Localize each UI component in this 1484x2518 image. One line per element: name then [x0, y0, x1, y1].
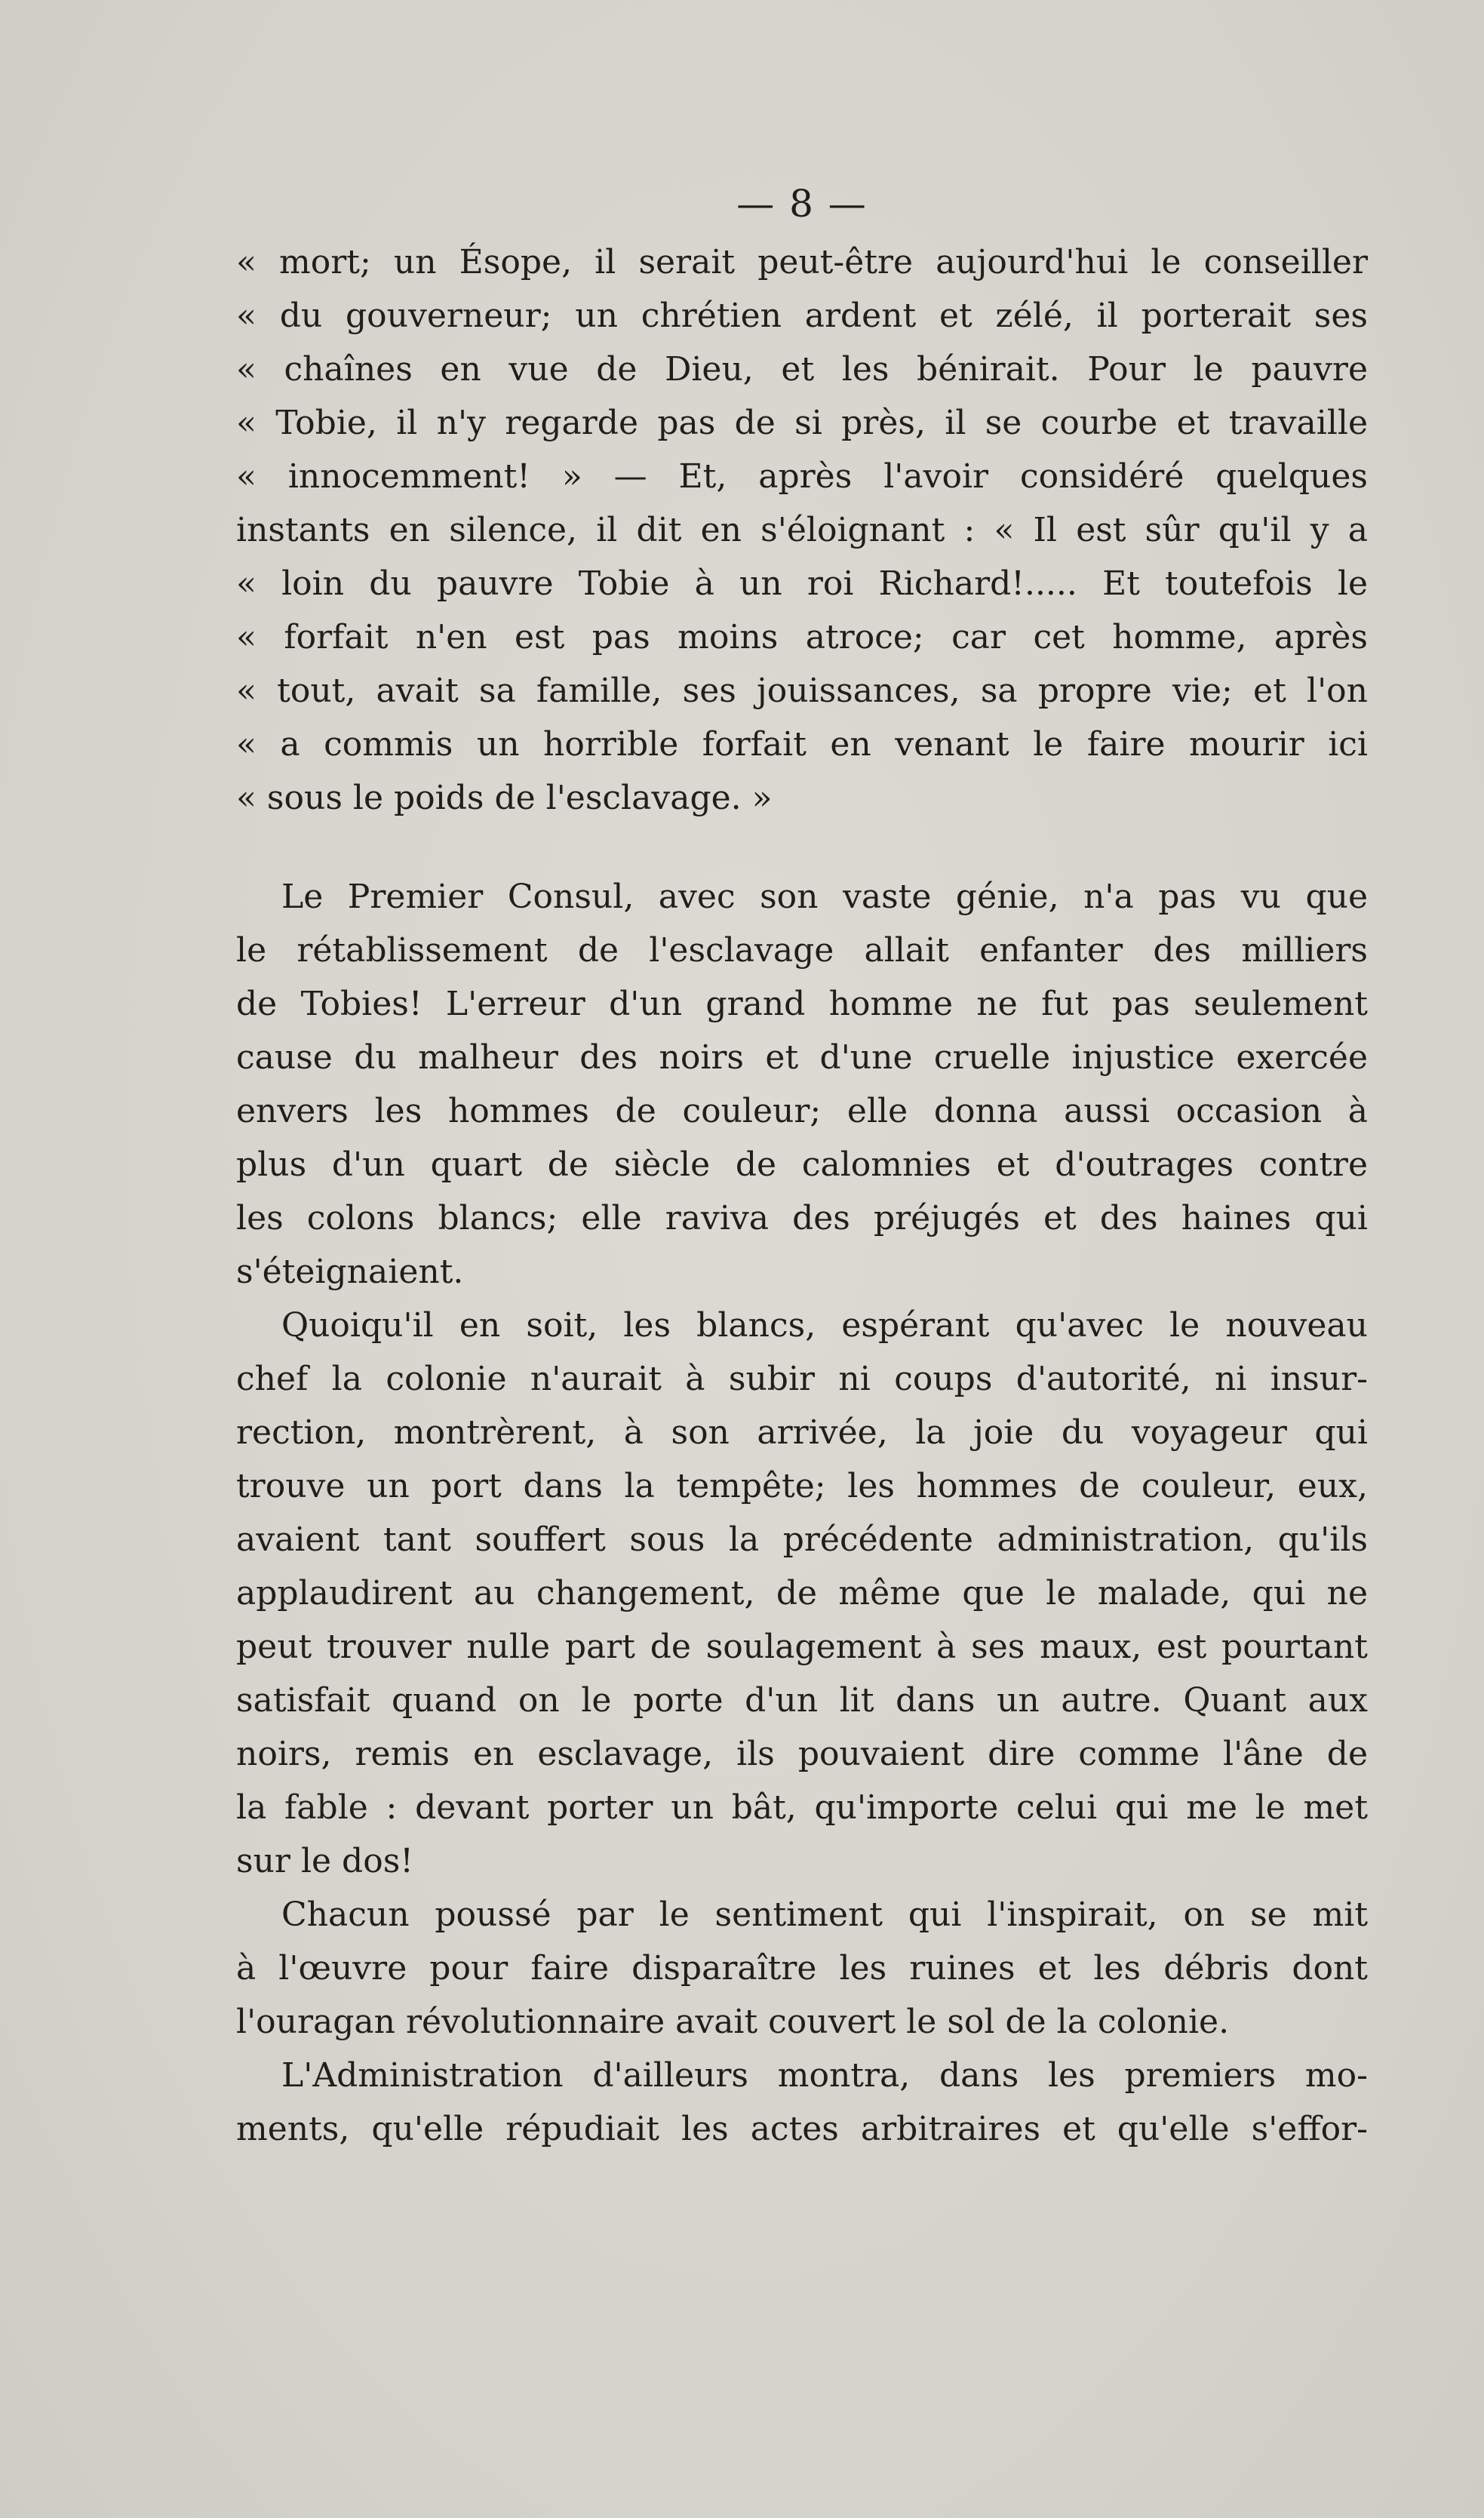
paragraph-premier-consul: [236, 870, 1368, 1299]
text-line: « Tobie, il n'y regarde pas de si près, il se courbe et travaille: [236, 404, 1368, 442]
text-line: rection, montrèrent, à son arrivée, la joie du voyageur qui: [236, 1413, 1368, 1452]
text-line: avaient tant souffert sous la précédente administration, qu'ils: [236, 1520, 1368, 1559]
page-number: — 8 —: [736, 182, 868, 226]
text-line: plus d'un quart de siècle de calomnies et d'outrages contre: [236, 1145, 1368, 1184]
text-line: Le Premier Consul, avec son vaste génie, n'a pas vu que: [281, 878, 1368, 916]
text-line: « chaînes en vue de Dieu, et les bénirait. Pour le pauvre: [236, 350, 1368, 389]
text-line: Chacun poussé par le sentiment qui l'inspirait, on se mit: [281, 1895, 1368, 1934]
text-line: peut trouver nulle part de soulagement à ses maux, est pourtant: [236, 1628, 1368, 1666]
paragraph-gap: [236, 825, 1368, 870]
text-line: « loin du pauvre Tobie à un roi Richard!..... Et toutefois le: [236, 564, 1368, 603]
paragraph-chacun-pousse: [236, 1888, 1368, 2049]
text-line: « forfait n'en est pas moins atroce; car cet homme, après: [236, 618, 1368, 656]
book-page: [236, 178, 1368, 2156]
text-line: « sous le poids de l'esclavage. »: [236, 779, 773, 817]
text-line: « tout, avait sa famille, ses jouissances, sa propre vie; et l'on: [236, 672, 1368, 710]
paragraph-administration: [236, 2049, 1368, 2156]
text-line: de Tobies! L'erreur d'un grand homme ne fut pas seulement: [236, 985, 1368, 1023]
text-line: applaudirent au changement, de même que le malade, qui ne: [236, 1574, 1368, 1613]
text-line: noirs, remis en esclavage, ils pouvaient dire comme l'âne de: [236, 1735, 1368, 1773]
text-line: l'ouragan révolutionnaire avait couvert le sol de la colonie.: [236, 2003, 1230, 2041]
text-line: « innocemment! » — Et, après l'avoir considéré quelques: [236, 457, 1368, 496]
text-line: Quoiqu'il en soit, les blancs, espérant qu'avec le nouveau: [281, 1306, 1368, 1345]
paragraph-quote-continuation: [236, 235, 1368, 825]
text-line: trouve un port dans la tempête; les hommes de couleur, eux,: [236, 1467, 1368, 1505]
text-line: instants en silence, il dit en s'éloignant : « Il est sûr qu'il y a: [236, 511, 1368, 549]
text-line: « a commis un horrible forfait en venant le faire mourir ici: [236, 725, 1368, 764]
text-line: « du gouverneur; un chrétien ardent et zélé, il porterait ses: [236, 297, 1368, 335]
text-line: à l'œuvre pour faire disparaître les ruines et les débris dont: [236, 1949, 1368, 1988]
text-line: cause du malheur des noirs et d'une cruelle injustice exercée: [236, 1038, 1368, 1077]
text-line: envers les hommes de couleur; elle donna aussi occasion à: [236, 1092, 1368, 1130]
text-line: les colons blancs; elle raviva des préjugés et des haines qui: [236, 1199, 1368, 1237]
text-line: la fable : devant porter un bât, qu'importe celui qui me le met: [236, 1788, 1368, 1827]
text-line: sur le dos!: [236, 1842, 413, 1880]
text-line: L'Administration d'ailleurs montra, dans les premiers mo-: [281, 2056, 1368, 2095]
text-line: ments, qu'elle répudiait les actes arbitraires et qu'elle s'effor-: [236, 2110, 1368, 2148]
paragraph-quoiqu-il-en-soit: [236, 1299, 1368, 1888]
text-line: s'éteignaient.: [236, 1253, 464, 1291]
text-line: le rétablissement de l'esclavage allait enfanter des milliers: [236, 931, 1368, 970]
text-line: « mort; un Ésope, il serait peut-être aujourd'hui le conseiller: [236, 243, 1368, 281]
text-line: satisfait quand on le porte d'un lit dans un autre. Quant aux: [236, 1681, 1368, 1720]
text-line: chef la colonie n'aurait à subir ni coups d'autorité, ni insur-: [236, 1360, 1368, 1398]
